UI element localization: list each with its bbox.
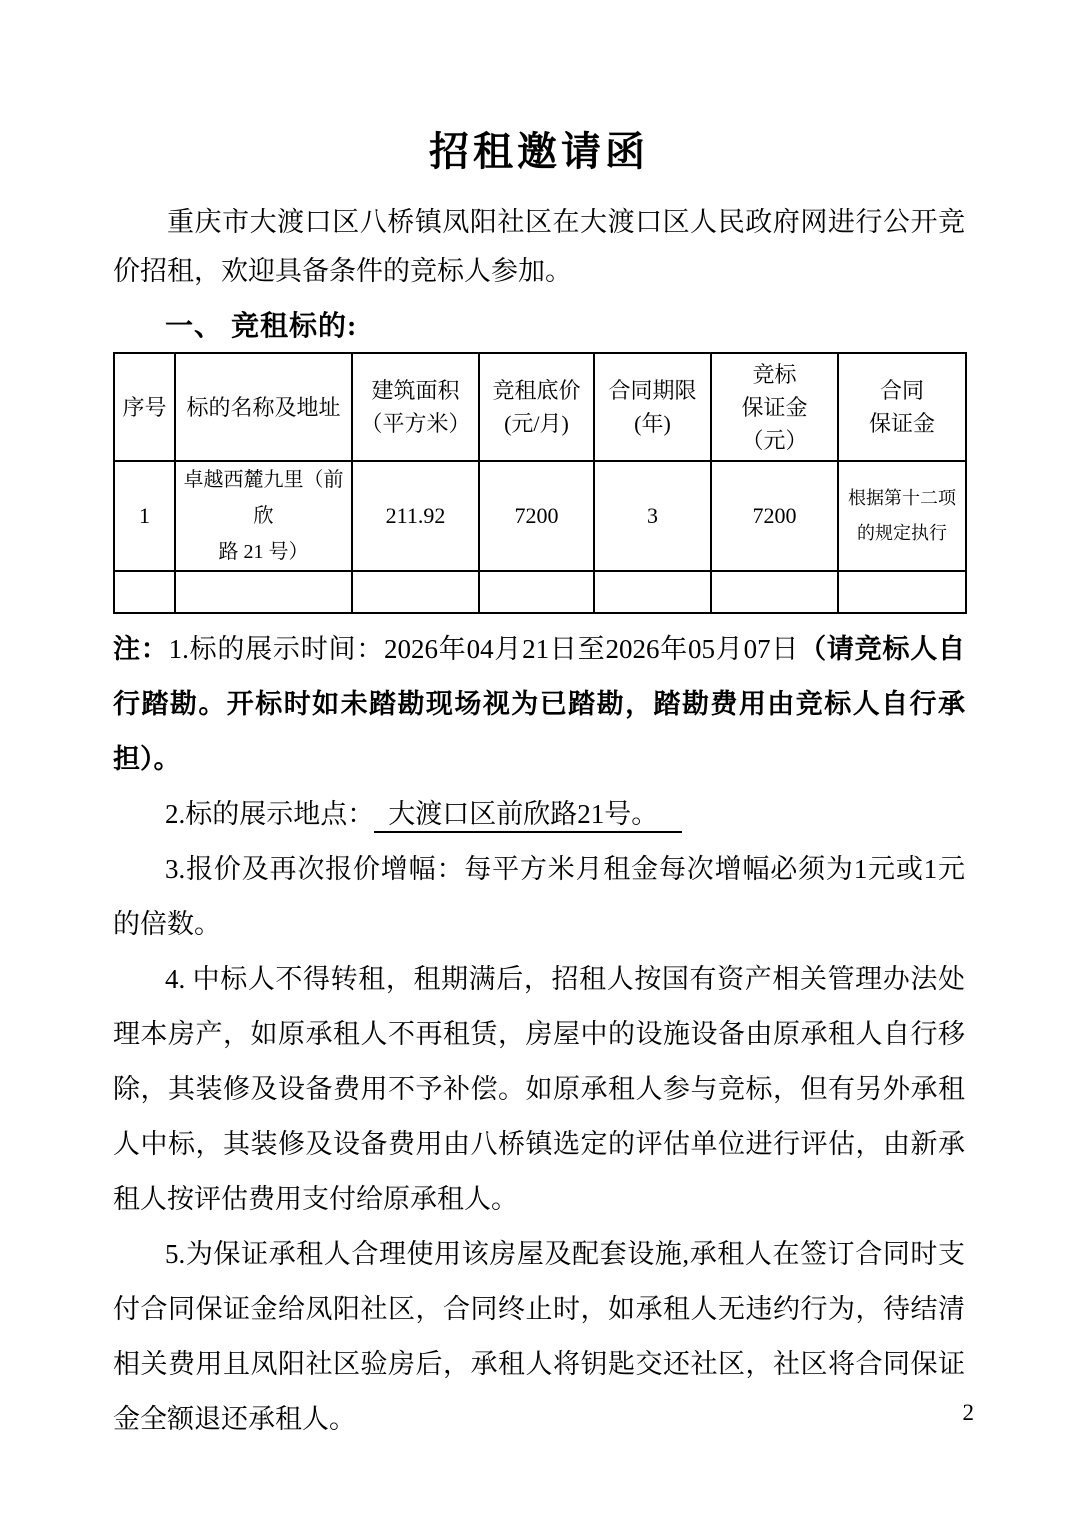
empty-cell bbox=[352, 571, 479, 613]
intro-paragraph: 重庆市大渡口区八桥镇凤阳社区在大渡口区人民政府网进行公开竞价招租，欢迎具备条件的竞标人参加。 bbox=[113, 207, 965, 286]
empty-cell bbox=[711, 571, 838, 613]
cell-name-line: 路 21 号） bbox=[218, 541, 309, 563]
empty-cell bbox=[175, 571, 352, 613]
col-header-text: 保证金 bbox=[741, 394, 808, 420]
cell-deposit-line: 的规定执行 bbox=[857, 523, 947, 543]
col-header-text: 合同 bbox=[879, 378, 924, 403]
table-row-empty bbox=[114, 571, 966, 613]
page-number: 2 bbox=[962, 1400, 974, 1425]
cell-contract-deposit bbox=[838, 461, 966, 571]
cell-rent-floor-price: 7200 bbox=[479, 461, 594, 571]
col-header-contract-deposit bbox=[838, 353, 966, 461]
col-header-name-address bbox=[175, 353, 352, 461]
col-header-text: （元） bbox=[741, 427, 808, 453]
col-header-contract-term bbox=[594, 353, 711, 461]
col-header-text: (元/月) bbox=[504, 411, 569, 436]
empty-cell bbox=[838, 571, 966, 613]
col-header-text: 序号 bbox=[122, 394, 167, 420]
col-header-text: 保证金 bbox=[868, 411, 935, 436]
note-2 bbox=[113, 787, 965, 842]
note-2-label: 2.标的展示地点： bbox=[165, 799, 375, 829]
col-header-text: (年) bbox=[634, 411, 671, 436]
note-4: 4. 中标人不得转租，租期满后，招租人按国有资产相关管理办法处理本房产，如原承租人不再租赁，房屋中的设施设备由原承租人自行移除，其装修及设备费用不予补偿。如原承租人参与竞标，但有另外承租人中标，其装修及设备费用由八桥镇选定的评估单位进行评估，由新承租人按评估费用支付给原承租人。 bbox=[113, 964, 965, 1214]
cell-seq: 1 bbox=[114, 461, 175, 571]
col-header-rent-floor-price bbox=[479, 353, 594, 461]
page-title: 招租邀请函 bbox=[429, 129, 649, 174]
col-header-bid-deposit bbox=[711, 353, 838, 461]
note-1-prefix: 注： bbox=[113, 634, 169, 664]
empty-cell bbox=[594, 571, 711, 613]
cell-building-area: 211.92 bbox=[352, 461, 479, 571]
cell-name-address bbox=[175, 461, 352, 571]
empty-cell bbox=[479, 571, 594, 613]
cell-deposit-line: 根据第十二项 bbox=[848, 488, 956, 508]
cell-contract-term: 3 bbox=[594, 461, 711, 571]
bid-targets-table bbox=[113, 352, 967, 614]
empty-cell bbox=[114, 571, 175, 613]
notes-section bbox=[113, 622, 965, 1447]
col-header-text: 竞租底价 bbox=[492, 378, 581, 403]
col-header-text: 竞标 bbox=[752, 361, 797, 387]
note-1-text: 1.标的展示时间：2026年04月21日至2026年05月07日 bbox=[168, 634, 800, 664]
note-5: 5.为保证承租人合理使用该房屋及配套设施,承租人在签订合同时支付合同保证金给凤阳社区，合同终止时，如承租人无违约行为，待结清相关费用且凤阳社区验房后，承租人将钥匙交还社区，社区将合同保证金全额退还承租人。 bbox=[113, 1239, 965, 1434]
col-header-text: 合同期限 bbox=[608, 378, 697, 403]
col-header-building-area bbox=[352, 353, 479, 461]
col-header-text: 标的名称及地址 bbox=[186, 394, 341, 420]
section-heading: 一、 竞租标的: bbox=[165, 311, 358, 342]
table-row bbox=[114, 461, 966, 571]
col-header-text: 建筑面积 bbox=[371, 378, 460, 403]
col-header-text: （平方米） bbox=[360, 411, 471, 436]
table-header-row bbox=[114, 353, 966, 461]
document-content bbox=[113, 0, 965, 1447]
note-1-bold-text: （请竞标人自行踏勘。开标时如未踏勘现场视为已踏勘，踏勘费用由竞标人自行承担）。 bbox=[113, 634, 966, 774]
col-header-seq bbox=[114, 353, 175, 461]
cell-name-line: 卓越西麓九里（前欣 bbox=[183, 469, 344, 527]
note-2-underlined-address: 大渡口区前欣路21号。 bbox=[374, 799, 682, 833]
note-1 bbox=[113, 622, 965, 787]
cell-bid-deposit: 7200 bbox=[711, 461, 838, 571]
note-3: 3.报价及再次报价增幅：每平方米月租金每次增幅必须为1元或1元的倍数。 bbox=[113, 854, 965, 939]
